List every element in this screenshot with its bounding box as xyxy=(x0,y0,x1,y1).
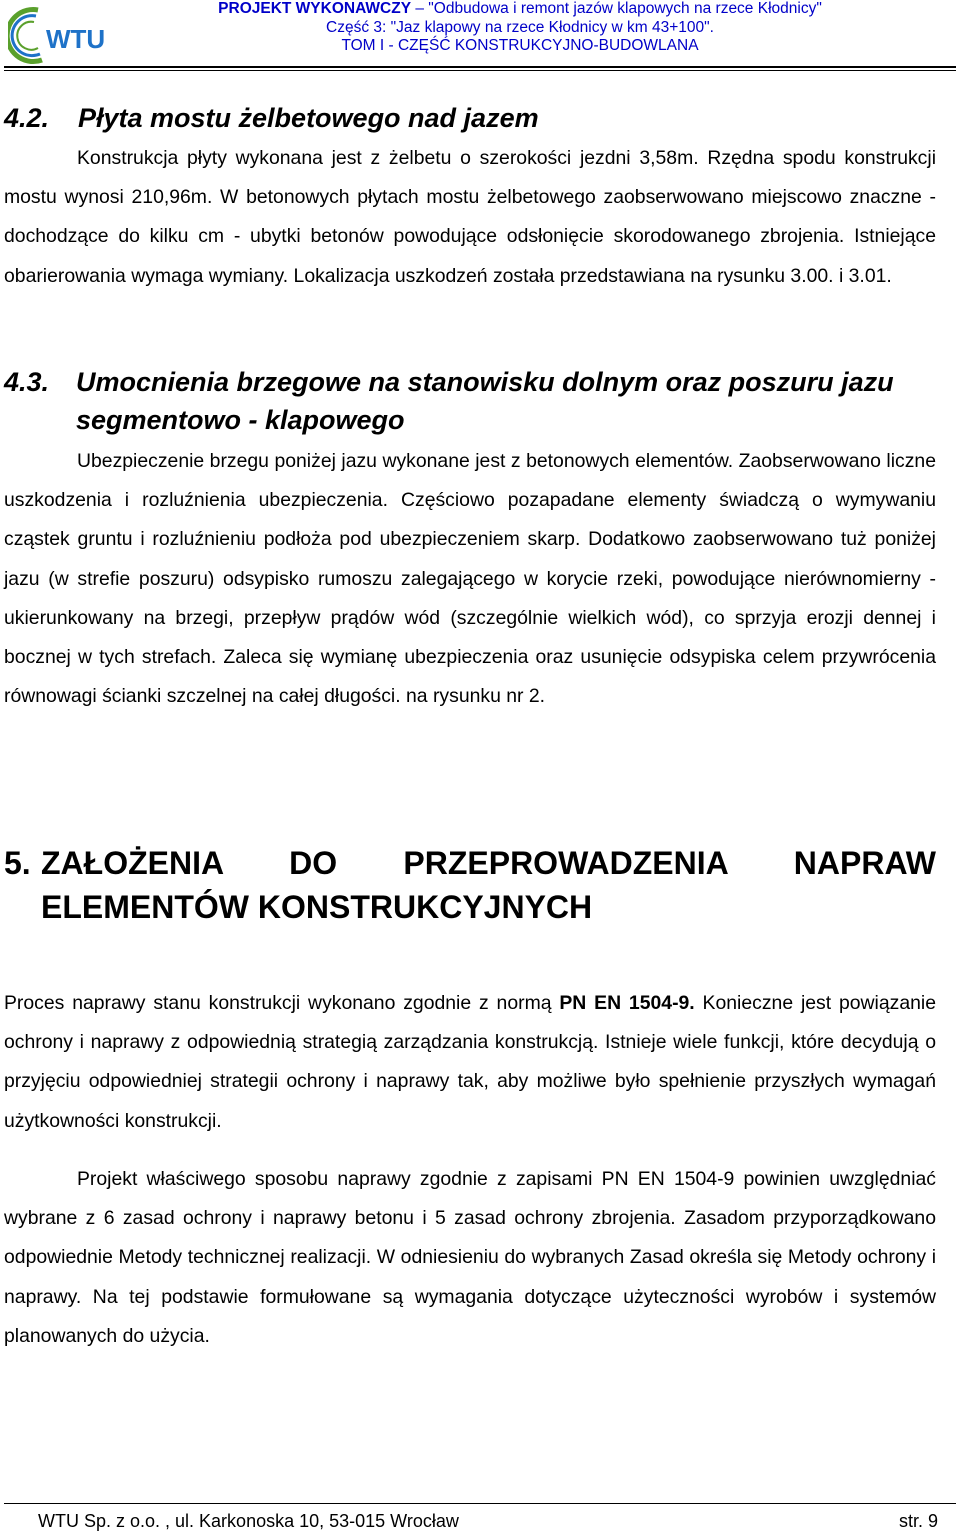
section-title: ZAŁOŻENIA DO PRZEPROWADZENIA NAPRAW ELEMENTÓW KONSTRUKCYJNYCH xyxy=(41,845,936,925)
header-rule-thick xyxy=(4,66,956,68)
section-4-2-paragraph: Konstrukcja płyty wykonana jest z żelbetu o szerokości jezdni 3,58m. Rzędna spodu konstrukcji mostu wynosi 210,96m. W betonowych płytach mostu żelbetowego zaobserwowano miejscowo znaczne - dochodzące do kilku cm - ubytki betonów powodujące odsłonięcie skorodowanego zbrojenia. Istniejące obarierowania wymaga wymiany. Lokalizacja uszkodzeń została przedstawiana na rysunku 3.00. i 3.01. xyxy=(4,147,936,287)
header-rule-thin xyxy=(4,70,956,71)
page-number: str. 9 xyxy=(898,1511,938,1531)
company-address: WTU Sp. z o.o. , ul. Karkonoska 10, 53-015 Wrocław xyxy=(38,1511,459,1531)
footer-rule xyxy=(4,1503,956,1504)
part-line: Część 3: "Jaz klapowy na rzece Kłodnicy w km 43+100". xyxy=(326,18,714,36)
section-title: Umocnienia brzegowe na stanowisku dolnym oraz poszuru jazu segmentowo - klapowego xyxy=(76,367,894,435)
section-number: 4.3. xyxy=(4,367,50,397)
page-footer xyxy=(38,1509,938,1533)
norm-reference: PN EN 1504-9. xyxy=(559,992,695,1014)
project-line xyxy=(150,0,890,19)
section-5-heading xyxy=(4,841,936,929)
document-header xyxy=(150,0,890,56)
project-title: – "Odbudowa i remont jazów klapowych na rzece Kłodnicy" xyxy=(411,0,822,17)
section-number: 4.2. xyxy=(4,103,50,133)
paragraph-text: Konieczne jest powiązanie ochrony i naprawy z odpowiednią strategią zarządzania konstrukcją. Istnieje wiele funkcji, które decydują o przyjęciu odpowiedniej strategii ochrony i naprawy tak, aby możliwe było spełnienie przyszłych wymagań użytkowności konstrukcji. xyxy=(4,992,936,1132)
paragraph-text: Proces naprawy stanu konstrukcji wykonano zgodnie z normą xyxy=(4,992,560,1014)
section-5-paragraph-1 xyxy=(4,984,936,1141)
section-4-3-heading xyxy=(4,363,944,443)
section-5-paragraph-2: Projekt właściwego sposobu naprawy zgodnie z zapisami PN EN 1504-9 powinien uwzględniać wybrane z 6 zasad ochrony i naprawy betonu i 5 zasad ochrony zbrojenia. Zasadom przyporządkowano odpowiednie Metody technicznej realizacji. W odniesieniu do wybranych Zasad określa się Metody ochrony i naprawy. Na tej podstawie formułowane są wymagania dotyczące użyteczności wyrobów i systemów planowanych do użycia. xyxy=(4,1168,936,1347)
logo-text: WTU xyxy=(46,24,106,54)
section-number: 5. xyxy=(4,845,31,881)
section-title: Płyta mostu żelbetowego nad jazem xyxy=(78,103,539,133)
volume-line: TOM I - CZĘŚĆ KONSTRUKCYJNO-BUDOWLANA xyxy=(341,37,699,54)
company-logo xyxy=(8,4,108,66)
project-label: PROJEKT WYKONAWCZY xyxy=(218,0,412,17)
section-4-3-paragraph: Ubezpieczenie brzegu poniżej jazu wykonane jest z betonowych elementów. Zaobserwowano liczne uszkodzenia i rozluźnienia ubezpieczenia. Częściowo pozapadane elementy świadczą o wymywaniu cząstek gruntu i rozluźnieniu podłoża pod ubezpieczeniem skarp. Dodatkowo zaobserwowano tuż poniżej jazu (w strefie poszuru) odsypisko rumoszu zalegającego w korycie rzeki, powodujące nierównomierny - ukierunkowany na brzegi, przepływ prądów wód (szczególnie wielkich wód), co sprzyja erozji dennej i bocznej w tych strefach. Zaleca się wymianę ubezpieczenia oraz usunięcie odsypiska celem przywrócenia równowagi ścianki szczelnej na całej długości. na rysunku nr 2. xyxy=(4,450,936,708)
